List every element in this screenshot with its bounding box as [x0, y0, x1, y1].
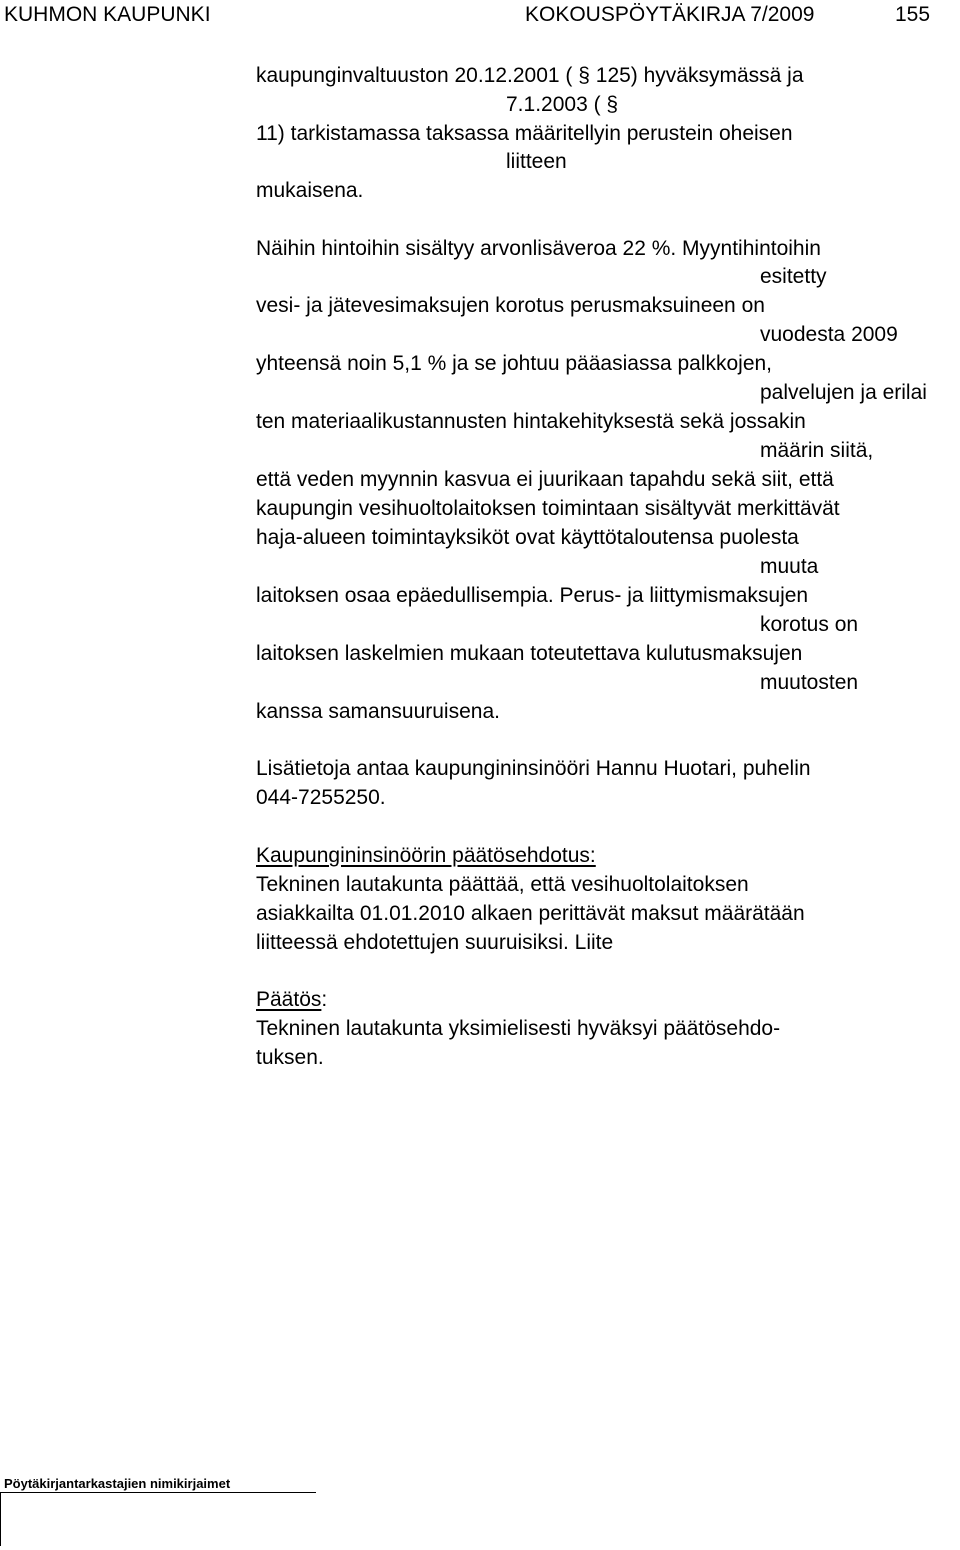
text-line: 7.1.2003 ( § — [506, 93, 619, 116]
text-line: Näihin hintoihin sisältyy arvonlisäveroa 22 %. Myyntihintoihin — [256, 237, 821, 260]
footer-label: Pöytäkirjantarkastajien nimikirjaimet — [4, 1476, 231, 1491]
text-line: ten materiaalikustannusten hintakehityksestä sekä jossakin — [256, 410, 806, 433]
text-line: vesi- ja jätevesimaksujen korotus perusmaksuineen on — [256, 294, 765, 317]
footer-divider — [0, 1492, 316, 1493]
text-line: Lisätietoja antaa kaupungininsinööri Hannu Huotari, puhelin — [256, 757, 811, 780]
text-line: haja-alueen toimintayksiköt ovat käyttötaloutensa puolesta — [256, 526, 799, 549]
decision-heading — [256, 986, 327, 1014]
text-line: 11) tarkistamassa taksassa määritellyin perustein oheisen — [256, 122, 793, 145]
text-line: kaupunginvaltuuston 20.12.2001 ( § 125) hyväksymässä ja — [256, 64, 804, 87]
text-line: vuodesta 2009 — [760, 323, 898, 346]
decision-heading-colon: : — [321, 988, 328, 1011]
footer-box-edge — [0, 1492, 1, 1546]
text-line: esitetty — [760, 265, 827, 288]
text-line: kaupungin vesihuoltolaitoksen toimintaan sisältyvät merkittävät — [256, 497, 840, 520]
decision-heading-text: Päätös — [256, 988, 322, 1011]
text-line: tuksen. — [256, 1046, 324, 1069]
text-line: kanssa samansuuruisena. — [256, 700, 500, 723]
text-line: palvelujen ja erilai — [760, 381, 927, 404]
text-line: muutosten — [760, 671, 859, 694]
text-line: että veden myynnin kasvua ei juurikaan tapahdu sekä siit, että — [256, 468, 834, 491]
document-type: KOKOUSPÖYTÄKIRJA 7/2009 — [525, 3, 815, 26]
organization-name: KUHMON KAUPUNKI — [4, 3, 211, 26]
text-line: liitteen — [506, 150, 567, 173]
text-line: muuta — [760, 555, 819, 578]
text-line: yhteensä noin 5,1 % ja se johtuu pääasiassa palkkojen, — [256, 352, 773, 375]
text-line: laitoksen osaa epäedullisempia. Perus- ja liittymismaksujen — [256, 584, 809, 607]
page-number: 155 — [895, 3, 931, 26]
text-line: Tekninen lautakunta päättää, että vesihuoltolaitoksen — [256, 873, 749, 896]
text-line: Tekninen lautakunta yksimielisesti hyväksyi päätösehdo- — [256, 1017, 781, 1040]
text-line: määrin siitä, — [760, 439, 874, 462]
text-line: 044-7255250. — [256, 786, 386, 809]
text-line: asiakkailta 01.01.2010 alkaen perittävät maksut määrätään — [256, 902, 805, 925]
text-line: korotus on — [760, 613, 859, 636]
proposal-heading: Kaupungininsinöörin päätösehdotus: — [256, 844, 596, 867]
text-line: mukaisena. — [256, 179, 364, 202]
text-line: liitteessä ehdotettujen suuruisiksi. Liite — [256, 931, 614, 954]
text-line: laitoksen laskelmien mukaan toteutettava kulutusmaksujen — [256, 642, 803, 665]
